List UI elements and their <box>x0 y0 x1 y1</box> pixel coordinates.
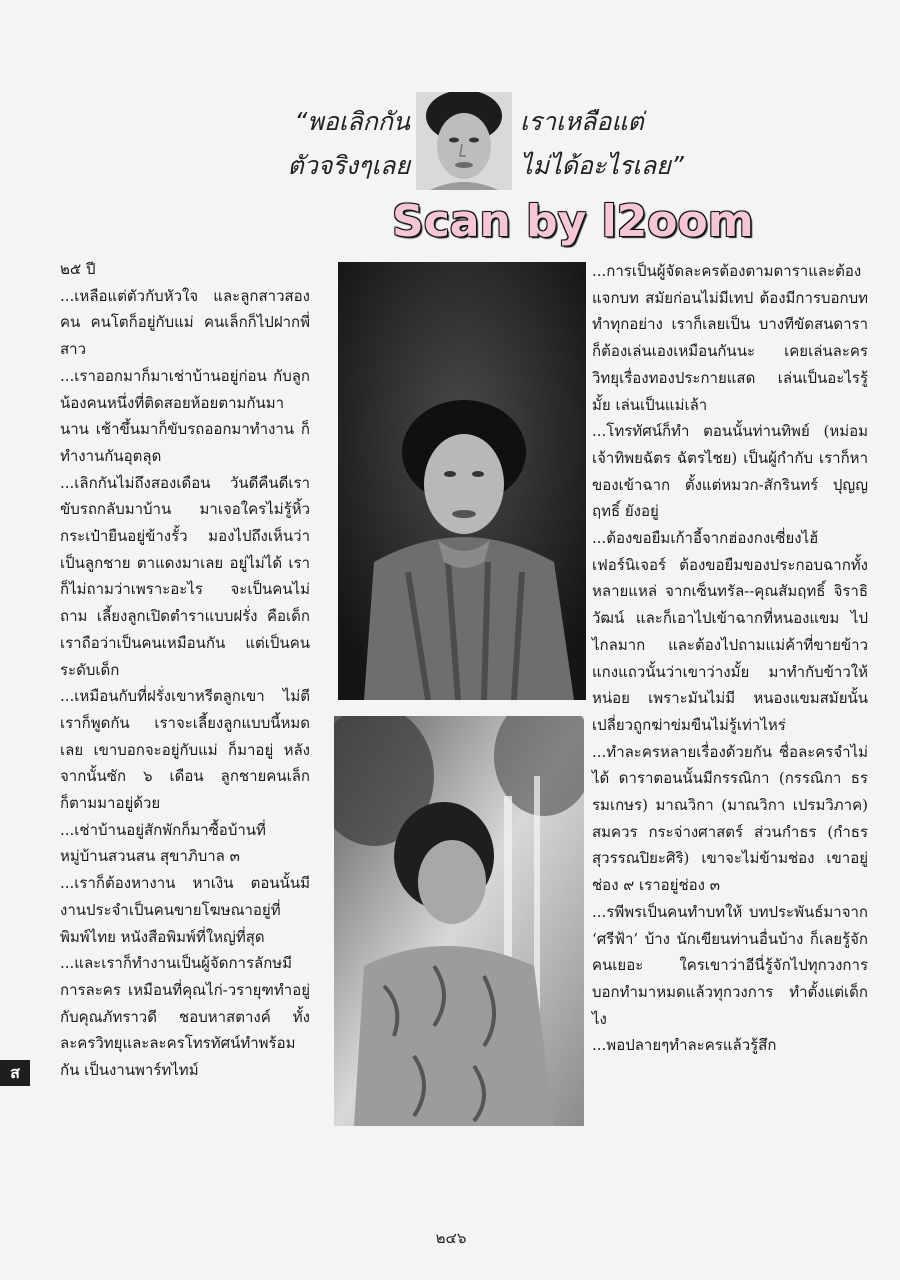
right-paragraph-2: ...โทรทัศน์ก็ทำ ตอนนั้นท่านทิพย์ (หม่อมเจ้าทิพยฉัตร ฉัตรไชย) เป็นผู้กำกับ เราก็หาของเข้าฉาก ตั้งแต่หมวก-สักรินทร์ ปุญญฤทธิ์ ยังอยู่ <box>592 422 868 521</box>
right-paragraph-3: ...ต้องขอยืมเก้าอี้จากฮ่องกงเซี่ยงไฮ้เฟอร์นิเจอร์ ต้องขอยืมของประกอบฉากทั้งหลายแหล่ จากเซ็นทรัล--คุณสัมฤทธิ์ จิราธิวัฒน์ และก็เอาไปเข้าฉากที่หนองแขม ไปไกลมาก และต้องไปถามแม่ค้าที่ขายข้าวแกงแถวนั้นว่าเขาว่างมั้ย มาทำกับข้าวให้หน่อย เพราะมันไม่มี หนองแขมสมัยนั้นเปลี่ยวถูกฆ่าข่มขืนไม่รู้เท่าไหร่ <box>592 529 868 734</box>
right-column <box>592 258 868 1059</box>
photo-top <box>338 262 586 700</box>
quote-right <box>520 100 684 188</box>
right-paragraph-1: ...การเป็นผู้จัดละครต้องตามดาราและต้องแจกบท สมัยก่อนไม่มีเทป ต้องมีการบอกบท ทำทุกอย่าง เราก็เลยเป็น บางทีขัดสนดารา ก็ต้องเล่นเองเหมือนกันนะ เคยเล่นละครวิทยุเรื่องทองประกายแสด เล่นเป็นอะไรรู้มั้ย เล่นเป็นแม่เล้า <box>592 262 868 414</box>
quote-right-line-1: เราเหลือแต่ <box>520 107 644 136</box>
portrait-small-image <box>416 92 512 190</box>
left-paragraph-6: ...เช่าบ้านอยู่สักพักก็มาซื้อบ้านที่หมู่บ้านสวนสน สุขาภิบาล ๓ <box>60 820 266 866</box>
right-paragraph-4: ...ทำละครหลายเรื่องด้วยกัน ชื่อละครจำไม่ได้ ดาราตอนนั้นมีกรรณิกา (กรรณิกา ธรรมเกษร) มาณวิกา (มาณวิกา เปรมวิภาค) สมควร กระจ่างศาสตร์ ส่วนกำธร (กำธร สุวรรณปิยะศิริ) เขาจะไม่ข้ามช่อง เขาอยู่ช่อง ๙ เราอยู่ช่อง ๓ <box>592 742 868 895</box>
left-paragraph-7: ...เราก็ต้องหางาน หาเงิน ตอนนั้นมีงานประจำเป็นคนขายโฆษณาอยู่ที่พิมพ์ไทย หนังสือพิมพ์ที่ใหญ่ที่สุด <box>60 874 310 946</box>
side-tab: ส <box>0 1060 30 1086</box>
page-number: ๒๔๖ <box>435 1229 467 1247</box>
photo-bottom <box>334 716 584 1126</box>
left-paragraph-4: ...เลิกกันไม่ถึงสองเดือน วันดีคืนดีเราขับรถกลับมาบ้าน มาเจอใครไม่รู้หิ้วกระเป๋ายืนอยู่ข้างรั้ว มองไปถึงเห็นว่าเป็นลูกชาย ตาแดงมาเลย อยู่ไม่ได้ เราก็ไม่ถามว่าเพราะอะไร จะเป็นคนไม่ถาม เลี้ยงลูกเปิดตำราแบบฝรั่ง คือเด็กเราถือว่าเป็นคนเหมือนกัน แต่เป็นคนระดับเด็ก <box>60 473 310 679</box>
left-paragraph-8: ...และเราก็ทำงานเป็นผู้จัดการลักษมีการละคร เหมือนที่คุณไก่-วรายุฑทำอยู่กับคุณภัทราวดี ชอบหาสตางค์ ทั้งละครวิทยุและละครโทรทัศน์ทำพร้อมกัน เป็นงานพาร์ทไทม์ <box>60 954 310 1080</box>
right-paragraph-5: ...รพีพรเป็นคนทำบทให้ บทประพันธ์มาจาก ‘ศรีฟ้า’ บ้าง นักเขียนท่านอื่นบ้าง ก็เลยรู้จักคนเยอะ ใครเขาว่าอีนี่รู้จักไปทุกวงการ บอกทำมาหมดแล้วทุกวงการ ทำตั้งแต่เด็กไง <box>592 902 868 1028</box>
portrait-small <box>416 92 512 190</box>
quote-left-line-2: ตัวจริงๆเลย <box>287 151 410 180</box>
quote-left-line-1: “พอเลิกกัน <box>294 107 410 136</box>
scan-watermark: Scan by l2oom <box>392 196 754 247</box>
left-column <box>60 256 310 1084</box>
right-paragraph-6: ...พอปลายๆทำละครแล้วรู้สึก <box>592 1036 777 1055</box>
quote-left <box>282 100 410 188</box>
quote-right-line-2: ไม่ได้อะไรเลย” <box>520 151 684 180</box>
left-paragraph-1: ๒๕ ปี <box>60 260 96 278</box>
photo-top-image <box>338 262 586 700</box>
left-paragraph-5: ...เหมือนกับที่ฝรั่งเขาหรีตลูกเขา ไม่ตี เราก็พูดกัน เราจะเลี้ยงลูกแบบนี้หมดเลย เขาบอกจะอยู่กับแม่ ก็มาอยู่ หลังจากนั้นซัก ๖ เดือน ลูกชายคนเล็กก็ตามมาอยู่ด้วย <box>60 687 310 813</box>
photo-bottom-image <box>334 716 584 1126</box>
left-paragraph-2: ...เหลือแต่ตัวกับหัวใจ และลูกสาวสองคน คนโตก็อยู่กับแม่ คนเล็กก็ไปฝากพี่สาว <box>60 286 310 359</box>
left-paragraph-3: ...เราออกมาก็มาเช่าบ้านอยู่ก่อน กับลูกน้องคนหนึ่งที่ติดสอยห้อยตามกันมานาน เช้าขึ้นมาก็ขับรถออกมาทำงาน ก็ทำงานกันอุตลุด <box>60 366 310 465</box>
